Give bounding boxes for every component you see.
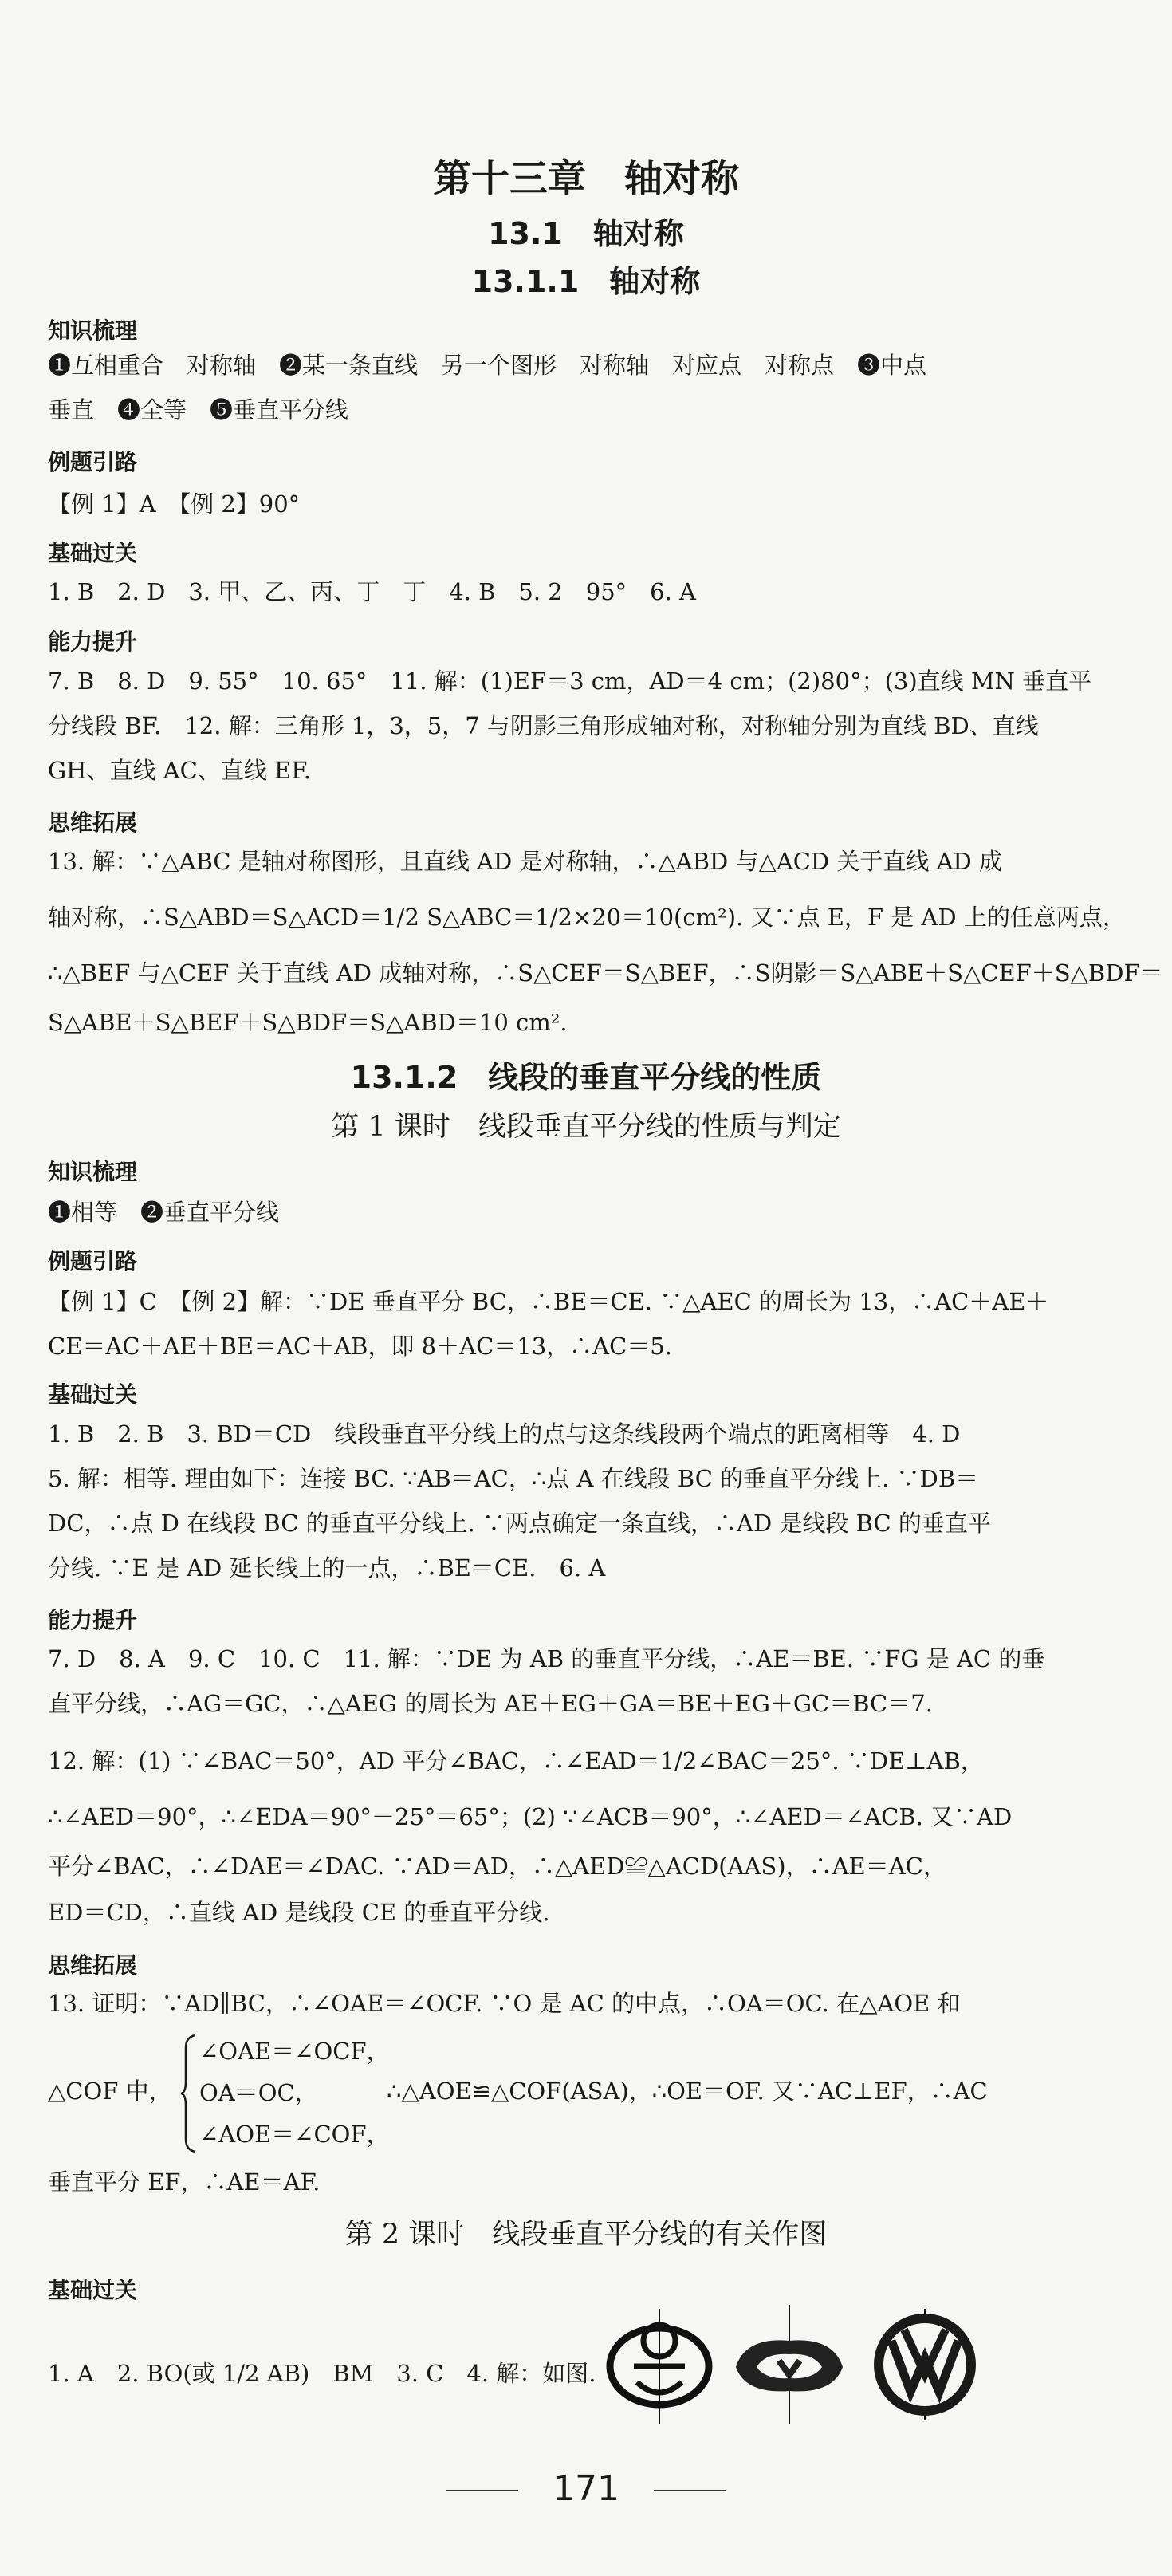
ability-line: 7. D 8. A 9. C 10. C 11. 解：∵DE 为 AB 的垂直平分线，∴AE＝BE. ∵FG 是 AC 的垂 — [48, 1645, 1045, 1672]
heading-knowledge: 知识梳理 — [48, 1159, 138, 1185]
brace-condition: ∠AOE＝∠COF， — [199, 2121, 390, 2148]
basic-line: 1. B 2. D 3. 甲、乙、丙、丁 丁 4. B 5. 2 95° 6. A — [48, 578, 696, 605]
basic-line: DC，∴点 D 在线段 BC 的垂直平分线上. ∵两点确定一条直线，∴AD 是线段 BC 的垂直平 — [48, 1510, 991, 1537]
heading-example: 例题引路 — [48, 449, 138, 475]
lesson-title: 第 1 课时 线段垂直平分线的性质与判定 — [331, 1111, 841, 1143]
logo-symmetric-1-icon — [602, 2309, 718, 2424]
page-number: 171 — [553, 2468, 619, 2509]
heading-expand: 思维拓展 — [48, 809, 138, 836]
section-title: 13.1 轴对称 — [488, 216, 684, 251]
heading-basic: 基础过关 — [48, 2277, 138, 2303]
heading-ability: 能力提升 — [48, 1607, 138, 1633]
page-number-dash-right — [654, 2490, 726, 2491]
expand-line: ∴△AOE≌△COF(ASA)，∴OE＝OF. 又∵AC⊥EF，∴AC — [387, 2078, 988, 2105]
subsection-title: 13.1.2 线段的垂直平分线的性质 — [350, 1060, 822, 1095]
heading-example: 例题引路 — [48, 1248, 138, 1274]
expand-line: 垂直平分 EF，∴AE＝AF. — [48, 2168, 321, 2196]
expand-line: ∴△BEF 与△CEF 关于直线 AD 成轴对称，∴S△CEF＝S△BEF，∴S阴影＝S△ABE＋S△CEF＋S△BDF＝ — [48, 959, 1163, 987]
ability-line: 7. B 8. D 9. 55° 10. 65° 11. 解：(1)EF＝3 cm，AD＝4 cm；(2)80°；(3)直线 MN 垂直平 — [48, 668, 1092, 695]
example-line: 【例 1】A 【例 2】90° — [48, 490, 301, 518]
heading-basic: 基础过关 — [48, 540, 138, 566]
basic-line: 分线. ∵E 是 AD 延长线上的一点，∴BE＝CE. 6. A — [48, 1554, 606, 1581]
knowledge-line: ❶相等 ❷垂直平分线 — [48, 1199, 280, 1226]
heading-basic: 基础过关 — [48, 1381, 138, 1408]
expand-line: 13. 解：∵△ABC 是轴对称图形，且直线 AD 是对称轴，∴△ABD 与△ACD 关于直线 AD 成 — [48, 848, 1003, 875]
basic-line: 1. A 2. BO(或 1/2 AB) BM 3. C 4. 解：如图. — [48, 2360, 596, 2387]
subsection-title: 13.1.1 轴对称 — [471, 264, 701, 299]
logo-symmetric-3-icon — [869, 2309, 981, 2420]
heading-knowledge: 知识梳理 — [48, 317, 138, 344]
brace-symbol — [179, 2034, 197, 2153]
lesson-title: 第 2 课时 线段垂直平分线的有关作图 — [344, 2219, 828, 2251]
chapter-title: 第十三章 轴对称 — [432, 156, 739, 201]
ability-line: 直平分线，∴AG＝GC，∴△AEG 的周长为 AE＋EG＋GA＝BE＋EG＋GC＝BC＝7. — [48, 1690, 933, 1717]
basic-line: 5. 解：相等. 理由如下：连接 BC. ∵AB＝AC，∴点 A 在线段 BC 的垂直平分线上. ∵DB＝ — [48, 1465, 979, 1492]
expand-line: 13. 证明：∵AD∥BC，∴∠OAE＝∠OCF. ∵O 是 AC 的中点，∴OA＝OC. 在△AOE 和 — [48, 1990, 961, 2017]
logo-symmetric-2-icon — [730, 2305, 849, 2424]
basic-line: 1. B 2. B 3. BD＝CD 线段垂直平分线上的点与这条线段两个端点的距离相等 4. D — [48, 1420, 961, 1448]
example-line: 【例 1】C 【例 2】解：∵DE 垂直平分 BC，∴BE＝CE. ∵△AEC 的周长为 13，∴AC＋AE＋ — [48, 1288, 1049, 1315]
heading-expand: 思维拓展 — [48, 1952, 138, 1979]
ability-line: ED＝CD，∴直线 AD 是线段 CE 的垂直平分线. — [48, 1899, 550, 1926]
knowledge-line: ❶互相重合 对称轴 ❷某一条直线 另一个图形 对称轴 对应点 对称点 ❸中点 — [48, 352, 927, 379]
heading-ability: 能力提升 — [48, 628, 138, 655]
ability-line: 平分∠BAC，∴∠DAE＝∠DAC. ∵AD＝AD，∴△AED≌△ACD(AAS)，∴AE＝AC， — [48, 1853, 946, 1880]
ability-line: GH、直线 AC、直线 EF. — [48, 757, 312, 784]
expand-line: S△ABE＋S△BEF＋S△BDF＝S△ABD＝10 cm². — [48, 1009, 568, 1036]
brace-condition: OA＝OC， — [199, 2079, 318, 2106]
example-line: CE＝AC＋AE＋BE＝AC＋AB，即 8＋AC＝13，∴AC＝5. — [48, 1333, 672, 1360]
ability-line: 分线段 BF. 12. 解：三角形 1，3，5，7 与阴影三角形成轴对称，对称轴分别为直线 BD、直线 — [48, 712, 1039, 739]
expand-lead: △COF 中， — [48, 2078, 172, 2105]
knowledge-line: 垂直 ❹全等 ❺垂直平分线 — [48, 396, 349, 423]
brace-condition: ∠OAE＝∠OCF， — [199, 2038, 390, 2065]
ability-line: 12. 解：(1) ∵∠BAC＝50°，AD 平分∠BAC，∴∠EAD＝1/2∠BAC＝25°. ∵DE⊥AB， — [48, 1747, 984, 1774]
ability-line: ∴∠AED＝90°，∴∠EDA＝90°－25°＝65°；(2) ∵∠ACB＝90°，∴∠AED＝∠ACB. 又∵AD — [48, 1803, 1013, 1830]
expand-line: 轴对称，∴S△ABD＝S△ACD＝1/2 S△ABC＝1/2×20＝10(cm²). 又∵点 E，F 是 AD 上的任意两点， — [48, 904, 1126, 931]
